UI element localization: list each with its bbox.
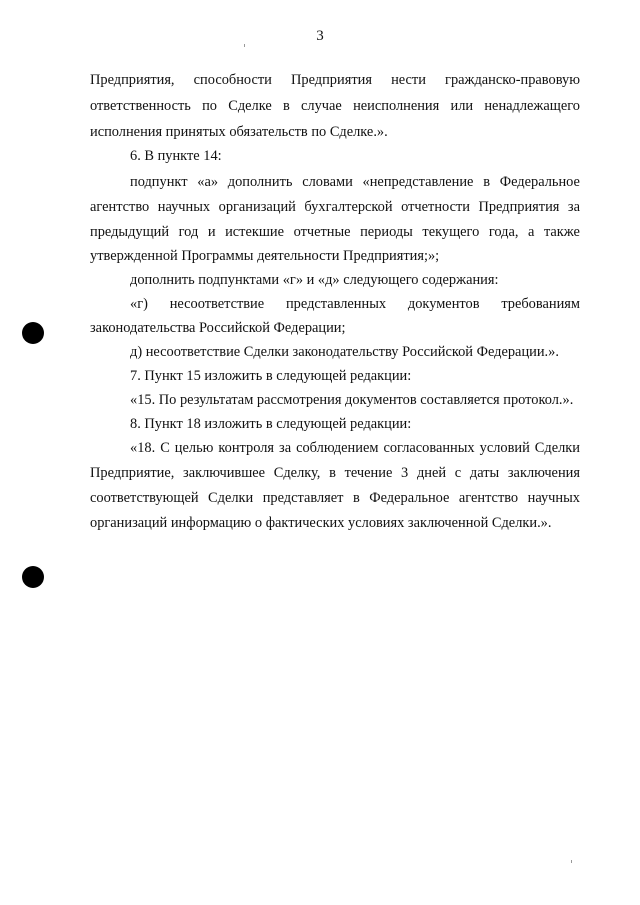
word: требованиям — [501, 296, 580, 312]
body-line-2 — [90, 96, 580, 116]
word: Предприятия — [478, 199, 560, 215]
word: словами — [302, 174, 353, 190]
word: агентство — [90, 199, 150, 215]
word: С — [160, 440, 170, 456]
body-line-1 — [90, 70, 580, 90]
word: даты — [469, 465, 500, 481]
word: ненадлежащего — [484, 98, 580, 114]
word: в — [283, 98, 290, 114]
word: контроля — [218, 440, 275, 456]
word: условий — [479, 440, 530, 456]
item-7-heading: 7. Пункт 15 изложить в следующей редакции: — [130, 368, 412, 384]
word: и — [207, 224, 216, 240]
word: Федеральное — [499, 174, 580, 190]
word: неисполнения — [353, 98, 440, 114]
punch-hole-upper — [22, 322, 44, 344]
word: согласованных — [383, 440, 475, 456]
word: также — [543, 224, 580, 240]
scan-speck — [244, 44, 245, 47]
word: отчетности — [401, 199, 470, 215]
word: периоды — [360, 224, 413, 240]
word: а — [528, 224, 535, 240]
word: года, — [488, 224, 519, 240]
subitem-g-line-2: законодательства Российской Федерации; — [90, 320, 346, 336]
word: «а» — [197, 174, 219, 190]
item-15-text: «15. По результатам рассмотрения документов составляется протокол.». — [130, 392, 574, 408]
word: организаций — [218, 199, 296, 215]
word: дополнить — [227, 174, 293, 190]
word: по — [202, 98, 217, 114]
word: «г) — [130, 296, 148, 312]
word: научных — [157, 199, 211, 215]
word: Федеральное — [369, 490, 450, 506]
scan-speck — [571, 860, 572, 863]
body-line-8: утвержденной Программы деятельности Предприятия;»; — [90, 248, 440, 264]
word: «18. — [130, 440, 156, 456]
word: соблюдением — [296, 440, 379, 456]
word: заключившее — [183, 465, 266, 481]
word: способности — [193, 72, 272, 88]
word: заключения — [507, 465, 580, 481]
body-line-7 — [90, 222, 580, 242]
word: Предприятия — [291, 72, 372, 88]
body-line-6 — [90, 197, 580, 217]
word: с — [454, 465, 462, 481]
subitem-d-line: д) несоответствие Сделки законодательству Российской Федерации.». — [130, 344, 559, 360]
word: дней — [416, 465, 447, 481]
word: Предприятие, — [90, 465, 175, 481]
word: подпункт — [130, 174, 188, 190]
word: документов — [407, 296, 480, 312]
punch-hole-lower — [22, 566, 44, 588]
word: Сделке — [228, 98, 272, 114]
word: Предприятия, — [90, 72, 175, 88]
word: Сделки — [534, 440, 580, 456]
word: нести — [391, 72, 426, 88]
word: представленных — [285, 296, 387, 312]
item-18-line-4: организаций информацию о фактических условиях заключенной Сделки.». — [90, 515, 552, 531]
word: случае — [301, 98, 342, 114]
word: отчетные — [293, 224, 351, 240]
word: несоответствие — [169, 296, 265, 312]
word: течение — [344, 465, 393, 481]
word: Сделку, — [273, 465, 321, 481]
subitem-g-line-1 — [130, 294, 580, 314]
body-line-5 — [130, 172, 580, 192]
word: за — [567, 199, 580, 215]
word: «непредставление — [362, 174, 474, 190]
word: или — [450, 98, 474, 114]
word: в — [329, 465, 336, 481]
page-number: 3 — [316, 28, 324, 44]
word: агентство — [458, 490, 519, 506]
word: ответственность — [90, 98, 191, 114]
item-18-line-2 — [90, 463, 580, 483]
word: бухгалтерской — [304, 199, 393, 215]
word: гражданско-правовую — [445, 72, 580, 88]
item-6-heading: 6. В пункте 14: — [130, 148, 222, 164]
word: год — [178, 224, 199, 240]
word: Сделки — [208, 490, 254, 506]
item-18-line-3 — [90, 488, 580, 508]
word: в — [352, 490, 360, 506]
word: истекшие — [225, 224, 285, 240]
item-18-line-1 — [130, 438, 580, 458]
word: за — [279, 440, 292, 456]
word: целью — [174, 440, 214, 456]
item-8-heading: 8. Пункт 18 изложить в следующей редакции: — [130, 416, 412, 432]
word: предыдущий — [90, 224, 170, 240]
word: текущего — [422, 224, 480, 240]
word: представляет — [262, 490, 344, 506]
word: научных — [527, 490, 580, 506]
word: 3 — [401, 465, 409, 481]
word: в — [483, 174, 490, 190]
body-line-3: исполнения принятых обязательств по Сделке.». — [90, 124, 388, 140]
body-line-9: дополнить подпунктами «г» и «д» следующего содержания: — [130, 272, 499, 288]
word: соответствующей — [90, 490, 199, 506]
